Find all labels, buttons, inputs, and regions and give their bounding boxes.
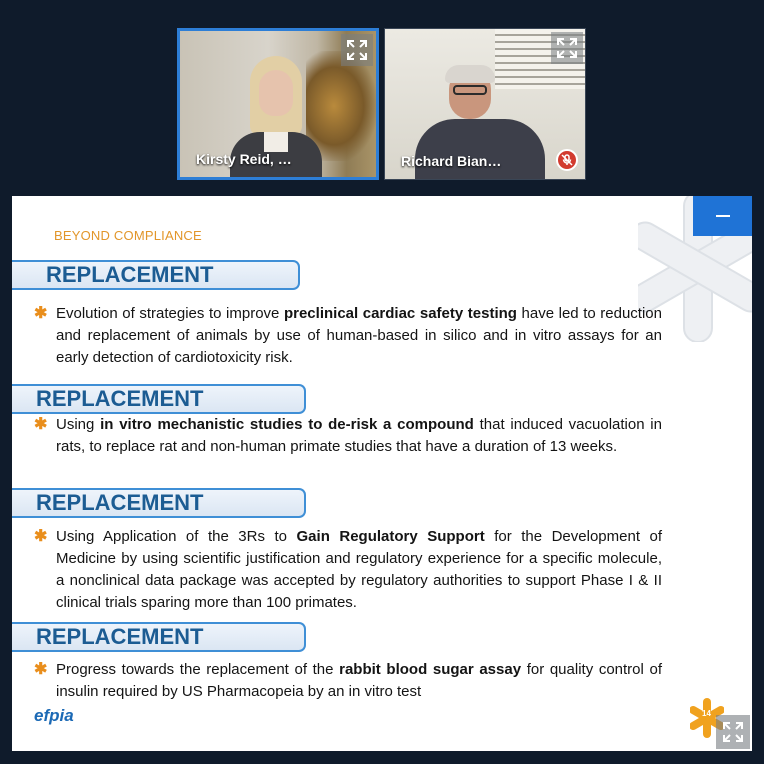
participant-name: Kirsty Reid, … (196, 151, 292, 167)
section-heading: REPLACEMENT (12, 260, 300, 290)
asterisk-bullet-icon: ✱ (34, 661, 48, 678)
participant-name: Richard Bian… (401, 153, 502, 169)
shared-slide (12, 196, 752, 751)
bullet-item: ✱ Using in vitro mechanistic studies to de-risk a compound that induced vacuolation in rats, to replace rat and non-human primate studies that have a duration of 13 weeks. (34, 416, 662, 455)
expand-arrows-icon (722, 721, 744, 743)
section-heading: REPLACEMENT (12, 384, 306, 414)
microphone-muted-icon (556, 149, 578, 171)
expand-slide-button[interactable] (716, 715, 750, 749)
minimize-icon (716, 215, 730, 217)
expand-video-button[interactable] (341, 34, 373, 66)
section-heading: REPLACEMENT (12, 488, 306, 518)
expand-video-button[interactable] (551, 32, 583, 64)
section-heading: REPLACEMENT (12, 622, 306, 652)
bullet-item: ✱ Evolution of strategies to improve preclinical cardiac safety testing have led to reduction and replacement of animals by use of human-based in silico and in vitro assays for an early detection of cardiotoxicity risk. (34, 305, 662, 366)
video-tile-kirsty[interactable] (177, 28, 379, 180)
expand-arrows-icon (556, 37, 578, 59)
video-tile-richard[interactable] (384, 28, 586, 180)
bullet-item: ✱ Progress towards the replacement of the rabbit blood sugar assay for quality control of insulin required by US Pharmacopeia by an in vitro test (34, 661, 662, 700)
asterisk-bullet-icon: ✱ (34, 416, 48, 433)
bullet-item: ✱ Using Application of the 3Rs to Gain Regulatory Support for the Development of Medicine by using scientific justification and regulatory experience for a specific molecule, a nonclinical data package was accepted by regulatory authorities to support Phase I & II clinical trials sparing more than 100 primates. (34, 528, 663, 611)
expand-arrows-icon (346, 39, 368, 61)
slide-kicker: BEYOND COMPLIANCE (54, 228, 202, 243)
asterisk-bullet-icon: ✱ (34, 305, 48, 322)
page-number: 14 (702, 709, 711, 718)
asterisk-bullet-icon: ✱ (34, 528, 48, 545)
minimize-button[interactable] (693, 196, 752, 236)
efpia-logo: efpia (34, 706, 74, 725)
